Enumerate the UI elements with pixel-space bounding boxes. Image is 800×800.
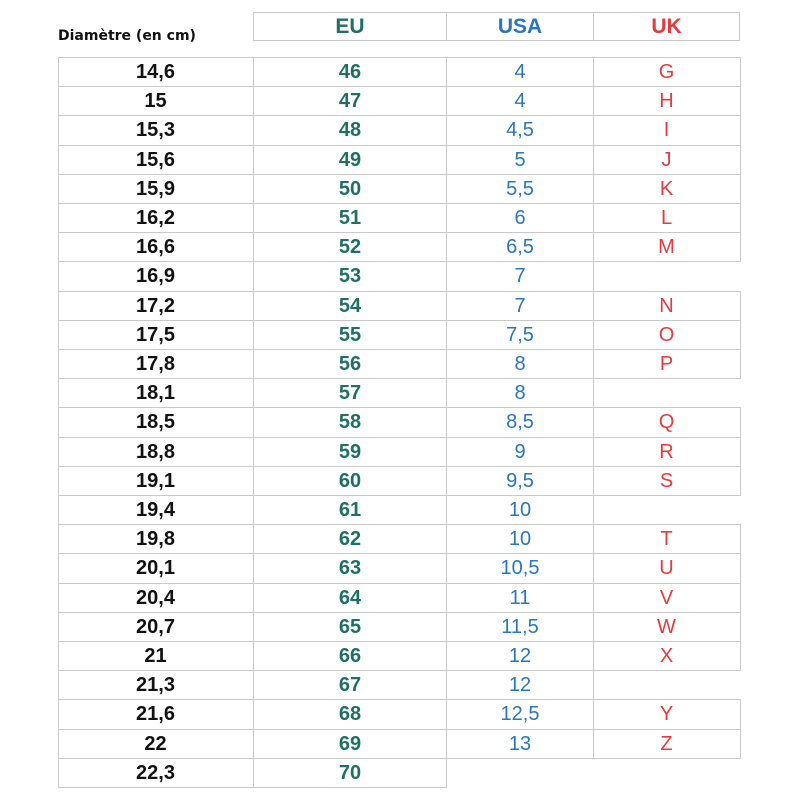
usa-size-cell: 5 xyxy=(514,148,526,171)
eu-size-cell: 62 xyxy=(338,528,362,551)
eu-size-cell: 48 xyxy=(338,119,362,142)
uk-size-cell: P xyxy=(659,353,674,375)
eu-size-cell: 60 xyxy=(338,469,362,492)
diameter-cell: 22 xyxy=(144,732,167,755)
uk-size-cell: H xyxy=(659,90,674,113)
usa-size-cell xyxy=(446,759,594,788)
diameter-cell: 14,6 xyxy=(136,61,175,83)
uk-size-cell: Z xyxy=(660,732,673,755)
grid-vline xyxy=(740,612,741,642)
diameter-cell: 20,7 xyxy=(136,615,175,638)
usa-size-cell: 12 xyxy=(508,674,532,697)
eu-size-cell: 59 xyxy=(338,440,362,463)
uk-size-cell: N xyxy=(659,294,674,317)
diameter-cell: 18,1 xyxy=(136,382,175,405)
usa-size-cell: 4 xyxy=(514,90,526,113)
uk-size-cell xyxy=(593,262,740,291)
grid-vline xyxy=(740,437,741,467)
diameter-cell: 21,6 xyxy=(136,703,175,726)
grid-vline xyxy=(740,57,741,87)
usa-size-cell: 7,5 xyxy=(506,323,534,346)
header-uk: UK xyxy=(651,15,682,38)
diameter-cell: 22,3 xyxy=(136,761,175,784)
grid-vline xyxy=(740,583,741,613)
uk-size-cell: I xyxy=(663,119,670,142)
uk-size-cell: Y xyxy=(659,703,674,726)
diameter-cell: 16,2 xyxy=(136,207,175,229)
eu-size-cell: 69 xyxy=(338,732,362,755)
eu-size-cell: 61 xyxy=(338,499,362,521)
eu-size-cell: 50 xyxy=(338,177,362,200)
eu-size-cell: 51 xyxy=(338,207,362,229)
eu-size-cell: 64 xyxy=(338,586,362,609)
diameter-cell: 19,1 xyxy=(136,469,175,492)
eu-size-cell: 58 xyxy=(338,411,362,434)
grid-vline xyxy=(740,349,741,379)
grid-vline xyxy=(740,407,741,437)
diameter-cell: 20,4 xyxy=(136,586,175,609)
header-diameter: Diamètre (en cm) xyxy=(58,28,196,44)
grid-vline xyxy=(740,524,741,554)
grid-vline xyxy=(740,291,741,321)
grid-vline xyxy=(740,320,741,350)
uk-size-cell: R xyxy=(659,440,674,463)
grid-vline xyxy=(740,641,741,671)
uk-size-cell: L xyxy=(660,207,673,229)
usa-size-cell: 10 xyxy=(508,528,532,551)
grid-vline xyxy=(740,553,741,583)
eu-size-cell: 63 xyxy=(338,557,362,580)
usa-size-cell: 10 xyxy=(508,499,532,521)
diameter-cell: 18,8 xyxy=(136,440,175,463)
diameter-cell: 15 xyxy=(144,90,167,113)
grid-vline xyxy=(740,699,741,729)
uk-size-cell xyxy=(593,671,740,700)
grid-vline xyxy=(740,466,741,496)
eu-size-cell: 57 xyxy=(338,382,362,405)
diameter-cell: 16,6 xyxy=(136,236,175,259)
diameter-cell: 21,3 xyxy=(136,674,175,697)
uk-size-cell xyxy=(593,759,740,788)
uk-size-cell: T xyxy=(660,528,673,551)
eu-size-cell: 70 xyxy=(338,761,362,784)
header-usa: USA xyxy=(497,15,543,38)
usa-size-cell: 4 xyxy=(514,61,526,83)
diameter-cell: 16,9 xyxy=(136,265,175,288)
usa-size-cell: 6,5 xyxy=(506,236,534,259)
grid-vline xyxy=(740,174,741,204)
usa-size-cell: 12,5 xyxy=(500,703,540,726)
eu-size-cell: 65 xyxy=(338,615,362,638)
header-eu: EU xyxy=(335,15,365,38)
diameter-cell: 17,8 xyxy=(136,353,175,375)
eu-size-cell: 55 xyxy=(338,323,362,346)
eu-size-cell: 66 xyxy=(338,645,362,667)
usa-size-cell: 9,5 xyxy=(506,469,534,492)
diameter-cell: 20,1 xyxy=(136,557,175,580)
usa-size-cell: 11,5 xyxy=(501,615,539,638)
usa-size-cell: 8 xyxy=(514,353,526,375)
usa-size-cell: 7 xyxy=(514,294,526,317)
eu-size-cell: 68 xyxy=(338,703,362,726)
eu-size-cell: 53 xyxy=(338,265,362,288)
diameter-cell: 15,9 xyxy=(136,177,175,200)
grid-vline xyxy=(740,115,741,145)
grid-vline xyxy=(740,729,741,759)
uk-size-cell: G xyxy=(658,61,675,83)
usa-size-cell: 8,5 xyxy=(506,411,534,434)
uk-size-cell: M xyxy=(658,236,675,259)
grid-vline xyxy=(740,232,741,262)
uk-size-cell xyxy=(593,496,740,525)
eu-size-cell: 49 xyxy=(338,148,362,171)
eu-size-cell: 47 xyxy=(338,90,362,113)
usa-size-cell: 7 xyxy=(514,265,526,288)
uk-size-cell: O xyxy=(658,323,675,346)
usa-size-cell: 5,5 xyxy=(506,177,534,200)
usa-size-cell: 8 xyxy=(514,382,526,405)
diameter-cell: 18,5 xyxy=(136,411,175,434)
diameter-cell: 17,5 xyxy=(136,323,175,346)
grid-vline xyxy=(740,203,741,233)
usa-size-cell: 4,5 xyxy=(506,119,534,142)
grid-vline xyxy=(740,145,741,175)
usa-size-cell: 6 xyxy=(514,207,526,229)
usa-size-cell: 12 xyxy=(508,645,532,667)
eu-size-cell: 56 xyxy=(338,353,362,375)
usa-size-cell: 13 xyxy=(508,732,532,755)
eu-size-cell: 46 xyxy=(338,61,362,83)
uk-size-cell xyxy=(593,379,740,408)
usa-size-cell: 9 xyxy=(514,440,526,463)
diameter-cell: 15,3 xyxy=(136,119,175,142)
grid-vline xyxy=(740,86,741,116)
uk-size-cell: X xyxy=(659,645,674,667)
diameter-cell: 15,6 xyxy=(136,148,175,171)
diameter-cell: 19,8 xyxy=(136,528,175,551)
usa-size-cell: 11 xyxy=(509,586,531,609)
uk-size-cell: Q xyxy=(658,411,675,434)
uk-size-cell: W xyxy=(657,615,676,638)
uk-size-cell: V xyxy=(659,586,674,609)
eu-size-cell: 54 xyxy=(338,294,362,317)
diameter-cell: 17,2 xyxy=(136,294,175,317)
eu-size-cell: 52 xyxy=(338,236,362,259)
eu-size-cell: 67 xyxy=(338,674,362,697)
uk-size-cell: J xyxy=(661,148,672,171)
diameter-cell: 19,4 xyxy=(136,499,175,521)
uk-size-cell: U xyxy=(659,557,674,580)
usa-size-cell: 10,5 xyxy=(500,557,540,580)
uk-size-cell: S xyxy=(659,469,674,492)
diameter-cell: 21 xyxy=(144,645,167,667)
uk-size-cell: K xyxy=(659,177,674,200)
